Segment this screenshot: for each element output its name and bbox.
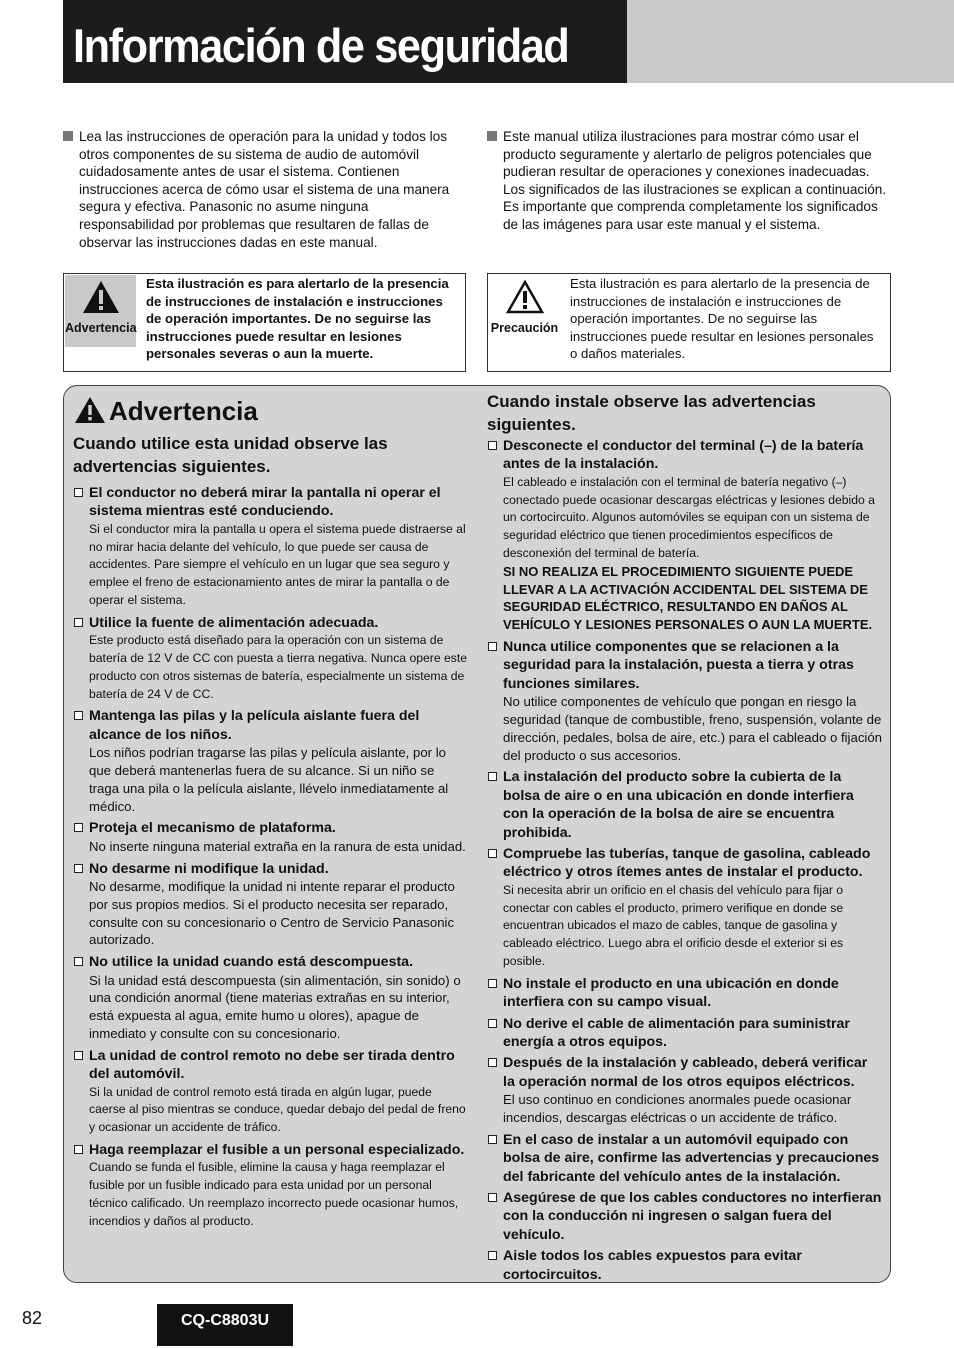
panel-left-column — [73, 432, 468, 1235]
item-body-text: Si necesita abrir un orificio en el chasis del vehículo para fijar o conectar con cables el producto, primero verifique en donde se encuentran ubicados el mazo de cables, tanque de gasolina y cableado eléctrico. Luego abra el orificio desde el exterior si es posible. — [503, 882, 844, 969]
warning-symbol — [65, 275, 136, 347]
item-heading — [73, 484, 468, 521]
item-body — [73, 632, 468, 703]
checkbox-bullet-icon — [488, 1058, 497, 1067]
item-heading-text: La unidad de control remoto no debe ser tirada dentro del automóvil. — [89, 1047, 455, 1083]
caution-symbol-text: Esta ilustración es para alertarlo de la presencia de instrucciones de instalación e instrucciones de operación importantes. De no seguirse las instrucciones puede resultar en lesiones personales o daños materiales. — [570, 276, 874, 362]
intro-right-text: Este manual utiliza ilustraciones para mostrar cómo usar el producto seguramente y alertarlo de peligros potenciales que pudieran resultar de operaciones y conexiones inadecuadas. Los significados de las ilustraciones se explican a continuación. Es importante que comprenda completamente los significados de las imágenes para usar este manual y el sistema. — [503, 129, 887, 232]
checkbox-bullet-icon — [488, 642, 497, 651]
checkbox-bullet-icon — [488, 1019, 497, 1028]
item-heading-text: La instalación del producto sobre la cubierta de la bolsa de aire o en una ubicación en donde interfiera con la operación de la bolsa de aire se encuentra prohibida. — [503, 769, 854, 841]
checkbox-bullet-icon — [74, 488, 83, 497]
item-heading — [73, 953, 468, 971]
item-body-text: Si la unidad de control remoto está tirada en algún lugar, puede caerse al piso mientras se conduce, quedar debajo del pedal de freno y ocasionar un accidente de tráfico. — [89, 1084, 466, 1135]
item-body — [487, 1091, 882, 1127]
item-body-text: El cableado e instalación con el terminal de batería negativo (–) conectado puede ocasionar descargas eléctricas y lesiones debido a un cortocircuito. Algunos automóviles se equipan con un sistema de seguridad eléctrico que tienen procedimientos específicos de desconexión del terminal de batería. — [503, 474, 875, 560]
item-heading-text: Desconecte el conductor del terminal (–) de la batería antes de la instalación. — [503, 438, 864, 473]
item-body — [73, 838, 468, 856]
item-body-text: Si la unidad está descompuesta (sin alimentación, sin sonido) o una condición anormal (tiene materias extrañas en su interior, está expuesta al agua, emite humo u olores), apague de inmediato y consulte con su concesionario. — [89, 972, 461, 1041]
item-heading — [73, 1141, 468, 1159]
item-heading — [487, 437, 882, 474]
list-item — [73, 1047, 468, 1137]
item-heading — [487, 975, 882, 1012]
model-label: CQ-C8803U — [157, 1304, 293, 1346]
item-body — [487, 474, 882, 634]
item-heading — [487, 1015, 882, 1052]
section-title-use: Cuando utilice esta unidad observe las advertencias siguientes. — [73, 434, 388, 476]
item-heading-text: Haga reemplazar el fusible a un personal especializado. — [89, 1141, 465, 1158]
item-heading — [487, 1189, 882, 1244]
checkbox-bullet-icon — [488, 979, 497, 988]
item-heading — [487, 1131, 882, 1186]
title-band-gray — [627, 0, 954, 83]
item-body — [73, 521, 468, 610]
list-item — [487, 1247, 882, 1284]
item-heading-text: No utilice la unidad cuando está descompuesta. — [89, 954, 414, 971]
item-heading-text: Aisle todos los cables expuestos para evitar cortocircuitos. — [503, 1248, 802, 1283]
item-caps-warning: SI NO REALIZA EL PROCEDIMIENTO SIGUIENTE PUEDE LLEVAR A LA ACTIVACIÓN ACCIDENTAL DEL SISTEMA DE SEGURIDAD ELÉCTRICO, RESULTANDO EN DAÑOS AL VEHÍCULO Y LESIONES PERSONALES O AUN LA MUERTE. — [503, 563, 873, 633]
item-body — [73, 878, 468, 949]
list-item — [73, 953, 468, 1043]
checkbox-bullet-icon — [488, 1193, 497, 1202]
square-bullet-icon — [487, 131, 497, 141]
item-body-text: Los niños podrían tragarse las pilas y película aislante, por lo que deberá mantenerlas fuera de su alcance. Si un niño se traga una pila o la película aislante, llévelo inmediatamente al médico. — [89, 745, 449, 814]
item-heading — [73, 614, 468, 632]
item-heading — [487, 638, 882, 693]
item-heading — [73, 819, 468, 837]
checkbox-bullet-icon — [488, 772, 497, 781]
list-item — [487, 845, 882, 971]
item-heading-text: No desarme ni modifique la unidad. — [89, 860, 329, 877]
checkbox-bullet-icon — [74, 1051, 83, 1060]
item-body — [73, 1159, 468, 1230]
list-item — [73, 819, 468, 855]
item-heading-text: No instale el producto en una ubicación en donde interfiera con su campo visual. — [503, 975, 839, 1011]
checkbox-bullet-icon — [74, 618, 83, 627]
caution-symbol — [489, 275, 560, 347]
item-heading — [73, 707, 468, 744]
list-item — [73, 484, 468, 610]
item-heading-text: No derive el cable de alimentación para suministrar energía a otros equipos. — [503, 1015, 850, 1051]
intro-left — [63, 128, 463, 251]
item-heading — [73, 860, 468, 878]
item-heading — [487, 1247, 882, 1284]
item-body — [73, 972, 468, 1043]
intro-left-text: Lea las instrucciones de operación para la unidad y todos los otros componentes de su sistema de audio de automóvil cuidadosamente antes de usar el sistema. Contienen instrucciones acerca de cómo usar el sistema de una manera segura y efectiva. Panasonic no asume ninguna responsabilidad por problemas que resultaren de fallas de observar las instrucciones dadas en este manual. — [79, 129, 450, 250]
section-title-install: Cuando instale observe las advertencias siguientes. — [487, 392, 816, 434]
caution-symbol-box — [487, 273, 891, 372]
warning-panel — [63, 385, 891, 1283]
caution-symbol-label: Precaución — [490, 321, 559, 335]
item-heading — [73, 1047, 468, 1084]
list-item — [487, 1189, 882, 1244]
item-heading — [487, 1054, 882, 1091]
item-heading-text: Nunca utilice componentes que se relacionen a la seguridad para la instalación, puesta a tierra y otras funciones similares. — [503, 638, 854, 692]
item-body-text: No desarme, modifique la unidad ni intente reparar el producto por sus propios medios. Si el producto necesita ser reparado, consulte con su concesionario o Centro de Servicio Panasonic autorizado. — [89, 879, 455, 948]
warning-triangle-icon — [82, 279, 120, 315]
item-body-text: No inserte ninguna material extraña en la ranura de esta unidad. — [89, 838, 466, 854]
page-number: 82 — [22, 1308, 43, 1328]
item-body-text: No utilice componentes de vehículo que pongan en riesgo la seguridad (tanque de combustible, freno, suspensión, volante de dirección, pedales, bolsa de aire, etc.) para el cableado o fijación del producto o sus accesorios. — [503, 694, 883, 763]
list-item — [73, 1141, 468, 1231]
list-item — [73, 860, 468, 950]
warning-symbol-text: Esta ilustración es para alertarlo de la presencia de instrucciones de instalación e instrucciones de operación importantes. De no seguirse las instrucciones puede resultar en lesiones personales severas o aun la muerte. — [146, 276, 449, 362]
item-heading-text: Proteja el mecanismo de plataforma. — [89, 820, 336, 837]
warning-triangle-icon — [74, 396, 106, 424]
item-body-text: Este producto está diseñado para la operación con un sistema de batería de 12 V de CC con puesta a tierra negativa. Nunca opere este producto con otros sistemas de batería, especialmente un sistema de batería de 24 V de CC. — [89, 633, 468, 701]
warning-symbol-box — [63, 273, 466, 372]
checkbox-bullet-icon — [74, 823, 83, 832]
list-item — [73, 614, 468, 704]
checkbox-bullet-icon — [74, 957, 83, 966]
list-item — [487, 1015, 882, 1052]
item-body-text: Cuando se funda el fusible, elimine la causa y haga reemplazar el fusible por un fusible indicado para esta unidad por un personal técnico calificado. Un reemplazo incorrecto puede ocasionar humos, incendios y daños al producto. — [89, 1160, 459, 1228]
panel-heading-text: Advertencia — [109, 396, 258, 426]
item-heading — [487, 845, 882, 882]
item-heading-text: En el caso de instalar a un automóvil equipado con bolsa de aire, confirme las advertencias y precauciones del fabricante del vehículo antes de la instalación. — [503, 1131, 880, 1185]
list-item — [487, 1054, 882, 1126]
warning-symbol-label: Advertencia — [65, 321, 137, 335]
item-body — [73, 1084, 468, 1137]
item-heading-text: El conductor no deberá mirar la pantalla ni operar el sistema mientras esté conduciendo. — [89, 485, 441, 520]
checkbox-bullet-icon — [74, 864, 83, 873]
item-heading-text: Utilice la fuente de alimentación adecuada. — [89, 614, 379, 631]
item-body — [73, 744, 468, 815]
page-title: Información de seguridad — [73, 19, 569, 72]
item-heading-text: Compruebe las tuberías, tanque de gasolina, cableado eléctrico y otros ítemes antes de instalar el producto. — [503, 846, 871, 881]
checkbox-bullet-icon — [488, 441, 497, 450]
panel-right-column — [487, 390, 882, 1287]
caution-triangle-icon — [506, 279, 544, 315]
checkbox-bullet-icon — [74, 1145, 83, 1154]
item-heading-text: Asegúrese de que los cables conductores no interfieran con la conducción ni ingresen o salgan fuera del vehículo. — [503, 1190, 882, 1243]
panel-heading — [74, 396, 258, 427]
list-item — [73, 707, 468, 815]
intro-right — [487, 128, 889, 234]
list-item — [487, 768, 882, 842]
list-item — [487, 1131, 882, 1186]
item-body-text: El uso continuo en condiciones anormales puede ocasionar incendios, descargas eléctricas o un accidente de tráfico. — [503, 1092, 852, 1126]
checkbox-bullet-icon — [488, 1251, 497, 1260]
square-bullet-icon — [63, 131, 73, 141]
list-item — [487, 975, 882, 1012]
item-body — [487, 693, 882, 764]
checkbox-bullet-icon — [74, 711, 83, 720]
item-heading-text: Después de la instalación y cableado, deberá verificar la operación normal de los otros equipos eléctricos. — [503, 1055, 868, 1090]
checkbox-bullet-icon — [488, 1135, 497, 1144]
list-item — [487, 638, 882, 764]
item-heading-text: Mantenga las pilas y la película aislante fuera del alcance de los niños. — [89, 708, 420, 743]
item-body — [487, 882, 882, 971]
item-body-text: Si el conductor mira la pantalla u opera el sistema puede distraerse al no mirar hacia delante del vehículo, lo que puede ser causa de accidentes. Pare siempre el vehículo en un lugar que sea seguro y emplee el freno de estacionamiento antes de mirar la pantalla o de operar el sistema. — [89, 521, 466, 607]
checkbox-bullet-icon — [488, 849, 497, 858]
item-heading — [487, 768, 882, 842]
list-item — [487, 437, 882, 634]
